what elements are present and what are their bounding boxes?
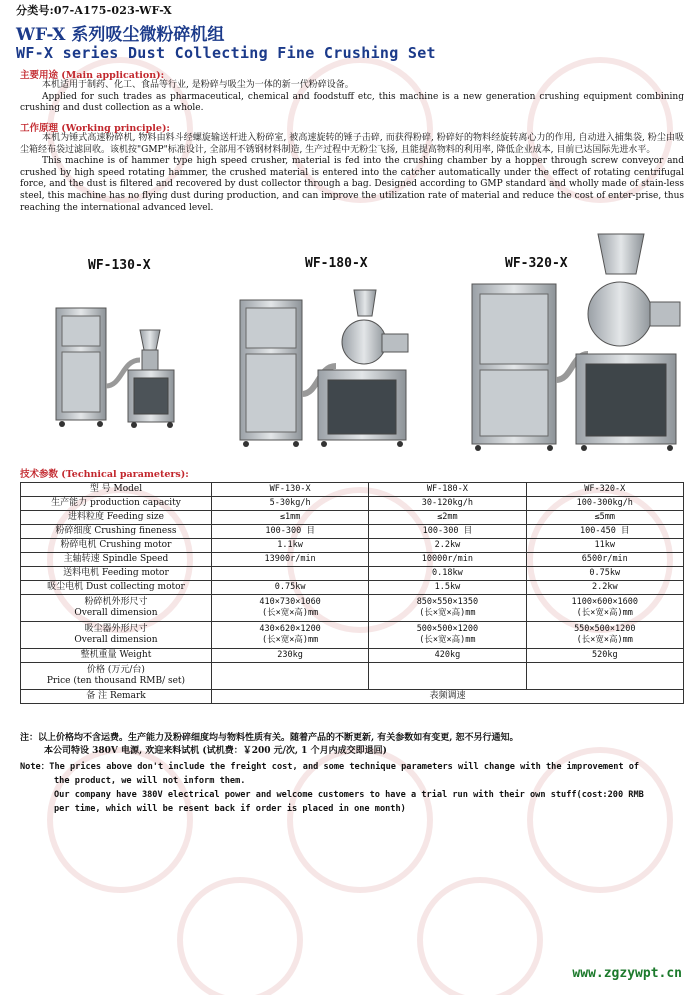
row-label: [21, 663, 212, 690]
cell: 6500r/min: [526, 553, 683, 567]
title-english: WF-X series Dust Collecting Fine Crushing Set: [16, 44, 436, 62]
row-label: 粉碎细度 Crushing fineness: [21, 525, 212, 539]
cell: 100-300kg/h: [526, 497, 683, 511]
cell: [211, 567, 368, 581]
cell: 1.5kw: [369, 581, 526, 595]
catalog-number: 分类号:07-A175-023-WF-X: [16, 4, 172, 17]
remark-cell: 表频调速: [211, 690, 683, 704]
row-label: [21, 622, 212, 649]
cell-value: 850×550×1350: [416, 597, 479, 607]
cell-value: 550×500×1200: [574, 624, 636, 634]
column-header: WF-180-X: [369, 483, 526, 497]
cell: [369, 663, 526, 690]
cell: 0.75kw: [526, 567, 683, 581]
cell-unit: (长×宽×高)mm: [576, 608, 633, 618]
row-label: 备 注 Remark: [21, 690, 212, 704]
table-row: [21, 511, 684, 525]
principle-en: This machine is of hammer type high speed crusher, material is fed into the crushing chamber by a hopper through screw conveyor and crushed by high speed rotating hammer, the crushed material is entered into the catcher automatically under the effect of rotating centrifugal force, and the dust is filtered and recovered by dust collector through a bag. Designed according to GMP standard and wholly made of stain-less steel, this machine has no flying dust during production, and can improve the utilization rate of material and reduce the cost of enter-prise, thus reaching the international advanced level.: [20, 156, 684, 213]
table-row: [21, 622, 684, 649]
cell: 2.2kw: [369, 539, 526, 553]
cell: 10000r/min: [369, 553, 526, 567]
cell: 520kg: [526, 649, 683, 663]
row-label-en: Overall dimension: [74, 635, 158, 645]
cell-value: 430×620×1200: [259, 624, 321, 634]
row-label-cn: 粉碎机外形尺寸: [84, 597, 148, 607]
machine-photo-130: [52, 290, 182, 440]
table-row: [21, 539, 684, 553]
title-chinese: WF-X 系列吸尘微粉碎机组: [16, 25, 225, 45]
row-label: 主轴转速 Spindle Speed: [21, 553, 212, 567]
cell: [369, 622, 526, 649]
note-cn-1: 注：以上价格均不含运费。生产能力及粉碎细度均与物料性质有关。随着产品的不断更新, 有关参数如有变更, 恕不另行通知。: [20, 733, 519, 743]
application-cn: 本机适用于制药、化工、食品等行业, 是粉碎与吸尘为一体的新一代粉碎设备。: [42, 80, 354, 90]
application-heading: 主要用途 (Main application):: [20, 70, 165, 81]
cell-unit: (长×宽×高)mm: [261, 635, 319, 645]
product-gallery: [0, 250, 700, 465]
cell: 230kg: [211, 649, 368, 663]
row-label: 生产能力 production capacity: [21, 497, 212, 511]
cell-unit: (长×宽×高)mm: [419, 608, 476, 618]
machine-photo-180: [236, 286, 416, 450]
table-row: [21, 649, 684, 663]
row-label: 送料电机 Feeding motor: [21, 567, 212, 581]
cell: 13900r/min: [211, 553, 368, 567]
table-row: [21, 581, 684, 595]
tech-params-heading: 技术参数 (Technical parameters):: [20, 469, 189, 480]
table-row: [21, 553, 684, 567]
cell: 100-450 目: [526, 525, 683, 539]
notes-chinese: [20, 732, 690, 758]
cell-unit: (长×宽×高)mm: [261, 608, 319, 618]
note-en-1b: the product, we will not inform them.: [54, 776, 246, 786]
cell: [211, 595, 368, 622]
machine-photo-320: [468, 230, 684, 454]
row-label-en: Overall dimension: [74, 608, 158, 618]
cell: ≤2mm: [369, 511, 526, 525]
cell: [526, 663, 683, 690]
row-label: [21, 595, 212, 622]
spec-table: [20, 482, 684, 704]
table-row: [21, 663, 684, 690]
application-text: [20, 80, 684, 115]
column-header: WF-130-X: [211, 483, 368, 497]
row-label-en: Price (ten thousand RMB/ set): [46, 676, 186, 686]
table-row: [21, 595, 684, 622]
cell-value: 500×500×1200: [416, 624, 479, 634]
cell: [526, 622, 683, 649]
principle-text: [20, 133, 684, 214]
row-label: 进料粒度 Feeding size: [21, 511, 212, 525]
cell: 1.1kw: [211, 539, 368, 553]
table-row: [21, 525, 684, 539]
cell-unit: (长×宽×高)mm: [576, 635, 633, 645]
note-en-2a: Our company have 380V electrical power and welcome customers to have a trial run with their own stuff(cost:200 RMB: [54, 790, 644, 800]
notes-english: [20, 760, 690, 816]
column-header: WF-320-X: [526, 483, 683, 497]
principle-cn: 本机为锤式高速粉碎机, 物料由料斗经螺旋输送杆进入粉碎室, 被高速旋转的锤子击碎, 而获得粉碎, 粉碎好的物料经旋转离心力的作用, 自动进入捕集袋, 粉尘由吸尘箱经布袋过滤回收。该机按"GMP"标准设计, 全部用不锈钢材料制造, 生产过程中无粉尘飞扬, 且能提高物料的利用率, 降低企业成本, 目前已达国际先进水平。: [20, 133, 684, 155]
cell: [526, 595, 683, 622]
cell: 30-120kg/h: [369, 497, 526, 511]
cell-value: 1100×600×1600: [571, 597, 639, 607]
cell: [211, 663, 368, 690]
table-row: [21, 483, 684, 497]
cell: 420kg: [369, 649, 526, 663]
table-row: [21, 567, 684, 581]
principle-heading: 工作原理 (Working principle):: [20, 123, 170, 134]
cell: 2.2kw: [526, 581, 683, 595]
table-row: [21, 690, 684, 704]
application-en: Applied for such trades as pharmaceutical, chemical and foodstuff etc, this machine is a new generation crushing equipment combining crushing and dust collection as a whole.: [20, 91, 684, 114]
row-label: 吸尘电机 Dust collecting motor: [21, 581, 212, 595]
row-label-cn: 价格 (万元/台): [87, 665, 145, 675]
cell: 5-30kg/h: [211, 497, 368, 511]
note-en-2b: per time, which will be resent back if order is placed in one month): [54, 804, 406, 814]
cell: 0.75kw: [211, 581, 368, 595]
row-label: 整机重量 Weight: [21, 649, 212, 663]
footer-website: www.zgzywpt.cn: [572, 966, 682, 981]
note-en-1a: Note：The prices above don't include the freight cost, and some technique parameters will change with the improvement of: [20, 762, 640, 772]
row-label-cn: 吸尘器外形尺寸: [84, 624, 148, 634]
cell: 100-300 目: [369, 525, 526, 539]
cell: ≤5mm: [526, 511, 683, 525]
model-header: 型 号 Model: [21, 483, 212, 497]
model-label-130: WF-130-X: [88, 258, 151, 273]
cell: [369, 595, 526, 622]
cell-value: 410×730×1060: [259, 597, 321, 607]
cell: 11kw: [526, 539, 683, 553]
cell: 100-300 目: [211, 525, 368, 539]
cell-unit: (长×宽×高)mm: [419, 635, 476, 645]
model-label-320: WF-320-X: [505, 256, 568, 271]
row-label: 粉碎电机 Crushing motor: [21, 539, 212, 553]
cell: [211, 622, 368, 649]
table-row: [21, 497, 684, 511]
cell: 0.18kw: [369, 567, 526, 581]
note-cn-2: 本公司特设 380V 电源, 欢迎来料试机 (试机费：￥200 元/次, 1 个月内成交即退回): [44, 746, 387, 756]
model-label-180: WF-180-X: [305, 256, 368, 271]
cell: ≤1mm: [211, 511, 368, 525]
